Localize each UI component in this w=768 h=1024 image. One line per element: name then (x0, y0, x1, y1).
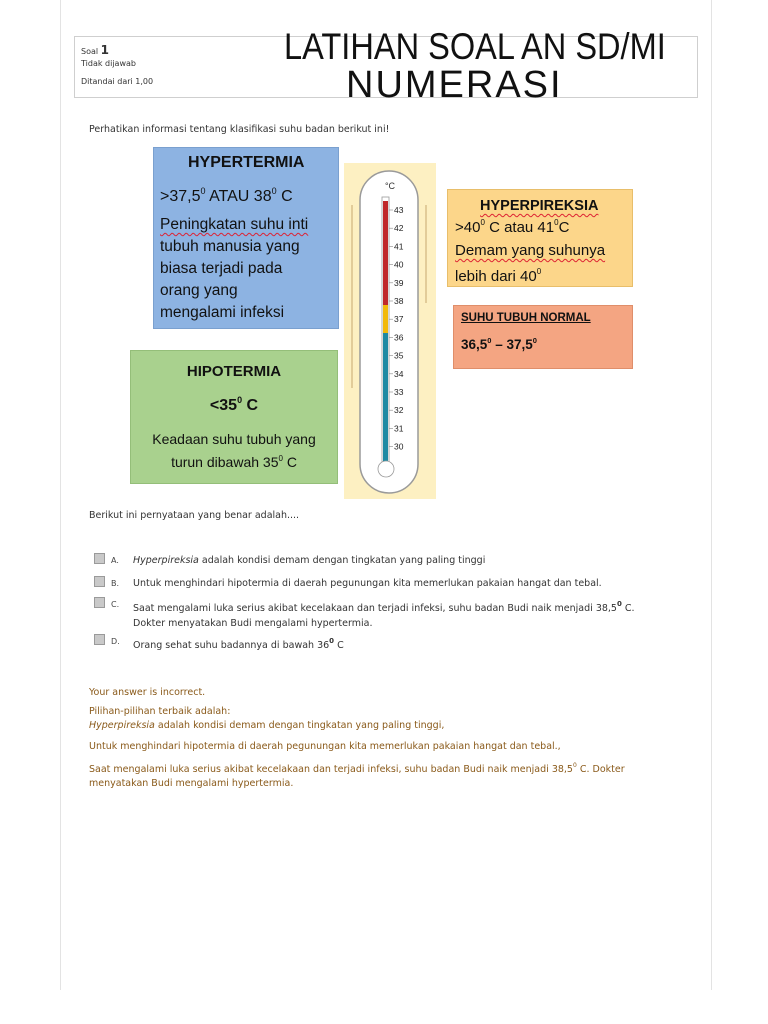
option-letter-c: C. (111, 600, 120, 609)
hipotermia-range: $<35^0$ C (209, 395, 259, 414)
option-letter-a: A. (111, 556, 119, 565)
option-a[interactable] (94, 553, 485, 568)
temperature-classification-figure (128, 145, 636, 503)
feedback-best-label: Pilihan-pilihan terbaik adalah: (89, 706, 231, 717)
hyperpireksia-box (447, 189, 633, 287)
hyperpireksia-description: Demam yang suhunya lebih dari $40^0$ (455, 242, 606, 285)
checkbox-a[interactable] (94, 553, 105, 564)
feedback-best-3: Saat mengalami luka serius akibat kecelakaan dan terjadi infeksi, suhu badan Budi naik menjadi 38,5$^0$ C. Dokter menyatakan Budi mengalami hypertermia. (89, 762, 625, 789)
option-text-d: Orang sehat suhu badannya di bawah $36^0$ C (133, 637, 344, 651)
thermometer-tick-label: 33 (394, 387, 404, 397)
question-statement: Berikut ini pernyataan yang benar adalah.... (89, 510, 300, 521)
option-b[interactable] (94, 576, 602, 591)
normal-temperature-range: 36,5$^0$ – 37,5$^0$ (461, 336, 537, 352)
checkbox-c[interactable] (94, 597, 105, 608)
thermometer-diagram (344, 163, 436, 499)
mercury-bulb (378, 461, 394, 477)
thermometer-tick-label: 34 (394, 368, 404, 379)
hyperpireksia-range: $>40^0$ C atau $41^0C$ (455, 218, 570, 236)
checkbox-d[interactable] (94, 634, 105, 645)
thermometer-tick-label: 39 (394, 277, 404, 288)
mercury-cold-segment (383, 333, 388, 463)
option-d[interactable] (94, 634, 344, 653)
thermometer-tick-label: 30 (394, 441, 404, 452)
question-number (81, 43, 109, 57)
soal-number: 1 (100, 43, 110, 57)
thermometer-tick-label: 40 (394, 259, 404, 270)
thermometer-tick-label: 35 (394, 350, 404, 361)
page-title: LATIHAN SOAL AN SD/MI (284, 26, 666, 67)
normal-temperature-box (453, 305, 633, 369)
thermometer-tick-label: 41 (394, 241, 404, 252)
option-text-a: Hyperpireksia adalah kondisi demam dengan tingkatan yang paling tinggi (133, 555, 486, 566)
checkbox-b[interactable] (94, 576, 105, 587)
option-letter-d: D. (111, 637, 120, 646)
option-c[interactable] (94, 597, 635, 631)
hypertermia-title: HYPERTERMIA (188, 154, 305, 171)
option-text-c: Saat mengalami luka serius akibat kecelakaan dan terjadi infeksi, suhu badan Budi naik menjadi 38,5$^0$ C. Dokter menyatakan Budi mengalami hypertermia. (133, 600, 635, 629)
option-text-b: Untuk menghindari hipotermia di daerah pegunungan kita memerlukan pakaian hangat dan tebal. (133, 578, 602, 589)
thermometer-tick-label: 43 (394, 205, 404, 215)
soal-label: Soal (81, 47, 99, 56)
page-subtitle: NUMERASI (346, 64, 563, 106)
hyperpireksia-title: HYPERPIREKSIA (480, 198, 599, 214)
feedback-best-1: Hyperpireksia adalah kondisi demam dengan tingkatan yang paling tinggi, (89, 720, 445, 731)
answer-status: Tidak dijawab (81, 59, 136, 68)
question-intro: Perhatikan informasi tentang klasifikasi suhu badan berikut ini! (89, 124, 390, 135)
feedback-best-2: Untuk menghindari hipotermia di daerah pegunungan kita memerlukan pakaian hangat dan tebal., (89, 741, 561, 752)
marks-label: Ditandai dari 1,00 (81, 77, 154, 86)
option-letter-b: B. (111, 579, 120, 588)
thermometer-tick-label: 42 (394, 223, 404, 234)
thermometer-tick-label: 38 (394, 296, 404, 306)
mercury-hot-segment (383, 201, 388, 305)
hypertermia-description: Peningkatan suhu inti tubuh manusia yang biasa terjadi pada orang yang mengalami infeksi (160, 216, 309, 321)
thermometer-tick-label: 31 (394, 423, 404, 434)
thermometer-tick-label: 36 (394, 332, 404, 343)
feedback-incorrect: Your answer is incorrect. (89, 687, 206, 698)
normal-temperature-title: SUHU TUBUH NORMAL (461, 312, 591, 324)
thermometer-tick-label: 37 (394, 314, 404, 325)
hypertermia-box (153, 147, 339, 329)
hipotermia-description: Keadaan suhu tubuh yang turun dibawah $35^0$ C (152, 431, 316, 470)
mercury-normal-segment (383, 305, 388, 333)
hipotermia-box (130, 350, 338, 484)
thermometer-tick-label: 32 (394, 405, 404, 416)
hipotermia-title: HIPOTERMIA (186, 363, 282, 380)
thermometer-unit: °C (384, 181, 396, 191)
hypertermia-range: $>37,5^0$ ATAU $38^0$ C (160, 186, 293, 205)
